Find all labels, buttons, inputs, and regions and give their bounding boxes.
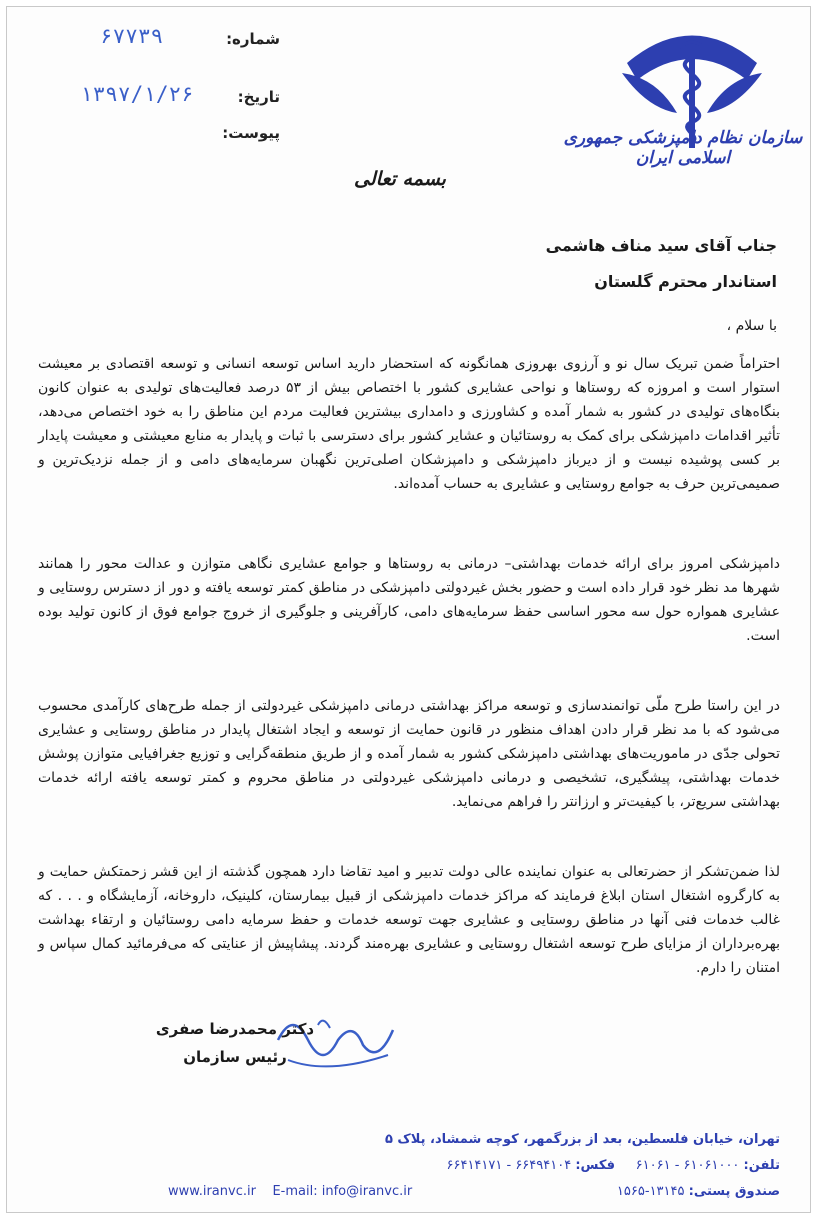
fax-number: ۶۶۴۹۴۱۰۴ - ۶۶۴۱۴۱۷۱ bbox=[446, 1158, 572, 1173]
footer-contact bbox=[150, 1158, 780, 1173]
letter-meta bbox=[70, 24, 280, 150]
handwritten-signature bbox=[268, 1000, 408, 1080]
phone-number: ۶۱۰۶۱۰۰۰ - ۶۱۰۶۱ bbox=[635, 1158, 740, 1173]
pobox-number: ۱۳۱۴۵-۱۵۶۵ bbox=[616, 1184, 685, 1199]
addressee-name: جناب آقای سید مناف هاشمی bbox=[545, 236, 777, 255]
attachment-row bbox=[70, 124, 280, 154]
signatory-title: رئیس سازمان bbox=[183, 1048, 287, 1066]
footer-address: تهران، خیابان فلسطین، بعد از بزرگمهر، کوچه شمشاد، پلاک ۵ bbox=[384, 1132, 780, 1147]
email-link[interactable]: E-mail: info@iranvc.ir bbox=[272, 1184, 413, 1199]
paragraph-3: در این راستا طرح ملّی توانمندسازی و توسعه مراکز بهداشتی درمانی دامپزشکی غیردولتی از جمله طرح‌های کارآمدی محسوب می‌شود که با مد نظر قرار دادن اهداف منظور در قانون حمایت از توسعه و ایجاد اشتغال پایدار در مناطق روستایی و عشایری تحولی جدّی در ماموریت‌های بهداشتی دامپزشکی کشور به شمار آمده و از طریق منطقه‌گرایی و توزیع جغرافیایی متوازن پوشش خدمات بهداشتی، پیشگیری، تشخیصی و درمانی دامپزشکی غیردولتی در مناطق محروم و کمتر توسعه یافته ارائه خدمات بهداشتی سریع‌تر، با کیفیت‌تر و ارزانتر را فراهم می‌نماید. bbox=[38, 698, 780, 810]
attachment-label: پیوست: bbox=[222, 124, 280, 142]
footer-web bbox=[168, 1184, 412, 1199]
date-row bbox=[70, 82, 280, 118]
phone-label: تلفن: bbox=[743, 1158, 780, 1173]
date-value: ۱۳۹۷/۱/۲۶ bbox=[80, 82, 194, 106]
addressee-title: استاندار محترم گلستان bbox=[594, 272, 777, 291]
date-label: تاریخ: bbox=[237, 88, 280, 106]
pobox-label: صندوق پستی: bbox=[688, 1184, 780, 1199]
fax-label: فکس: bbox=[575, 1158, 615, 1173]
number-label: شماره: bbox=[226, 30, 280, 48]
greeting: با سلام ، bbox=[726, 318, 777, 334]
number-value: ۶۷۷۳۹ bbox=[100, 24, 164, 48]
bismillah-heading: بسمه تعالی bbox=[354, 168, 446, 190]
organization-name: سازمان نظام دامپزشکی جمهوری اسلامی ایران bbox=[563, 128, 803, 168]
number-row bbox=[70, 24, 280, 60]
signatory-name: دکتر محمدرضا صفری bbox=[155, 1020, 315, 1038]
paragraph-1: احتراماً ضمن تبریک سال نو و آرزوی بهروزی همانگونه که استحضار دارید اساس توسعه انسانی و توسعه اقتصادی بر معیشت استوار است و امروزه که روستاها و نواحی عشایری کشور با اختصاص بیش از ۵۳ درصد فعالیت‌های تولیدی به عنوان کانون بنگاه‌های تولیدی در کشور به شمار آمده و کشاورزی و دامداری بیشترین فعالیت مردم این مناطق را به خود اختصاص می‌دهد، تأثیر اقدامات دامپزشکی برای کمک به روستائیان و عشایر کشور برای دسترسی با ثبات و پایدار به منابع معیشتی و معیشت پایدار بر کسی پوشیده نیست و از دیرباز دامپزشکی و دامپزشکان اصلی‌ترین نگهبان سرمایه‌های دامی و از جمله نزدیک‌ترین و صمیمی‌ترین حرف به جوامع روستایی و عشایری به حساب آمده‌اند. bbox=[38, 356, 780, 492]
paragraph-4: لذا ضمن‌تشکر از حضرتعالی به عنوان نماینده عالی دولت تدبیر و امید تقاضا دارد همچون گذشته از این قشر زحمتکش حمایت و به کارگروه اشتغال استان ابلاغ فرمایند که مراکز خدمات دامپزشکی از قبیل بیمارستان، کلینیک، داروخانه، آزمایشگاه و . . . که غالب خدمات فنی آنها در مناطق روستایی و عشایری جهت توسعه خدمات و حفظ سرمایه دامی روستائیان و ارتقاء بهداشت بهره‌برداران از مزایای طرح توسعه اشتغال روستایی و عشایری بهره‌مند گردند. پیشاپیش از عنایتی که می‌فرمائید کمال سپاس و امتنان را دارم. bbox=[38, 864, 780, 976]
paragraph-2: دامپزشکی امروز برای ارائه خدمات بهداشتی– درمانی به روستاها و جوامع عشایری نگاهی متوازن و عدالت محور را همانند شهرها مد نظر خود قرار داده است و حضور بخش غیردولتی دامپزشکی در مناطق کمتر توسعه یافته و دور از دسترس روستایی و عشایری همواره حول سه محور اساسی حفظ سرمایه‌های دامی، کارآفرینی و جلوگیری از خروج جوامع فوق از کانون تولید بوده است. bbox=[38, 556, 780, 644]
website-link[interactable]: www.iranvc.ir bbox=[168, 1184, 256, 1199]
